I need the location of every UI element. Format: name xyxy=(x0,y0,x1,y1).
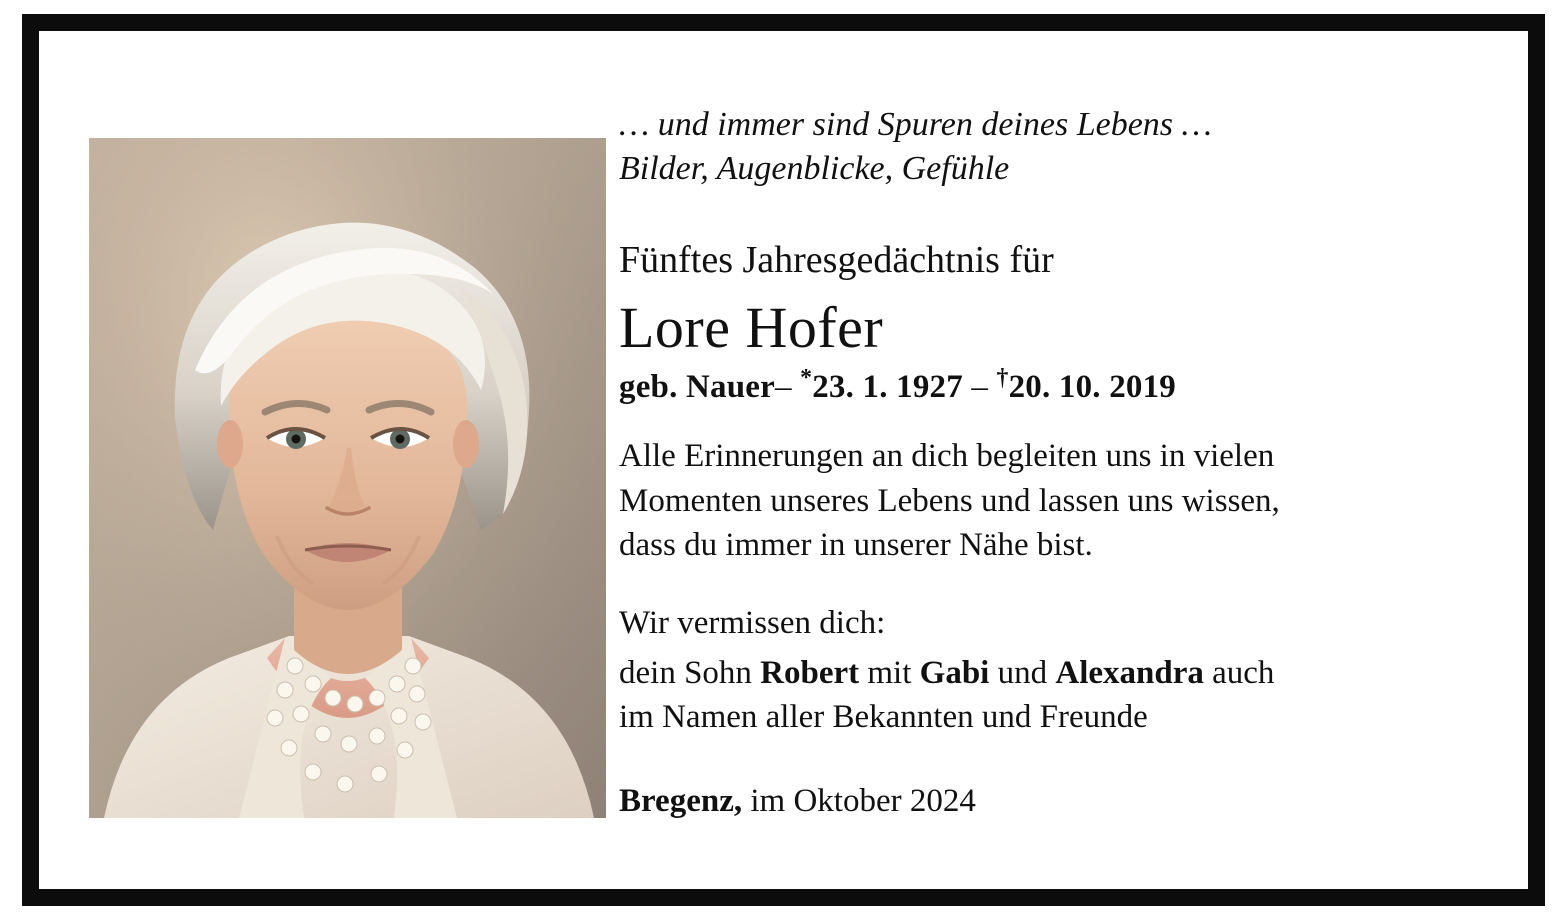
portrait-illustration xyxy=(89,138,606,818)
birth-symbol: * xyxy=(800,365,813,392)
dash-2: – xyxy=(971,369,989,406)
family-join-2: und xyxy=(989,655,1056,692)
motto-line-2: Bilder, Augenblicke, Gefühle xyxy=(619,149,1010,187)
family-prefix: dein Sohn xyxy=(619,655,761,692)
verse-line-1: Alle Erinnerungen an dich begleiten uns in vielen xyxy=(619,438,1275,475)
dash-1: – xyxy=(774,369,792,406)
memorial-verse xyxy=(619,434,1488,567)
family-name-alexandra: Alexandra xyxy=(1055,655,1204,692)
motto-line-1: … und immer sind Spuren deines Lebens … xyxy=(619,106,1212,143)
death-symbol: † xyxy=(996,365,1009,392)
place-name: Bregenz, xyxy=(619,782,743,819)
family-line-1 xyxy=(619,651,1488,695)
text-column xyxy=(599,31,1528,889)
family-name-gabi: Gabi xyxy=(919,655,990,692)
family-name-robert: Robert xyxy=(760,655,860,692)
birth-date: 23. 1. 1927 xyxy=(812,369,963,406)
verse-line-3: dass du immer in unserer Nähe bist. xyxy=(619,526,1093,563)
portrait-photo xyxy=(89,138,606,818)
maiden-name: geb. Nauer xyxy=(619,369,775,406)
verse-line-2: Momenten unseres Lebens und lassen uns wissen, xyxy=(619,482,1280,519)
portrait-column xyxy=(39,31,599,889)
deceased-name: Lore Hofer xyxy=(619,294,884,360)
notice-frame xyxy=(22,14,1545,906)
memorial-lead: Fünftes Jahresgedächtnis für xyxy=(619,239,1054,282)
death-date: 20. 10. 2019 xyxy=(1008,369,1177,406)
notice-content xyxy=(39,31,1528,889)
family-line-2: im Namen aller Bekannten und Freunde xyxy=(619,699,1148,736)
family-join-1: mit xyxy=(859,655,920,692)
family-suffix: auch xyxy=(1203,655,1275,692)
missing-line: Wir vermissen dich: xyxy=(619,604,886,641)
family-block xyxy=(619,651,1488,739)
place-date: im Oktober 2024 xyxy=(742,782,976,819)
motto xyxy=(619,103,1488,190)
place-and-date xyxy=(619,780,1488,823)
life-dates xyxy=(619,365,1488,406)
